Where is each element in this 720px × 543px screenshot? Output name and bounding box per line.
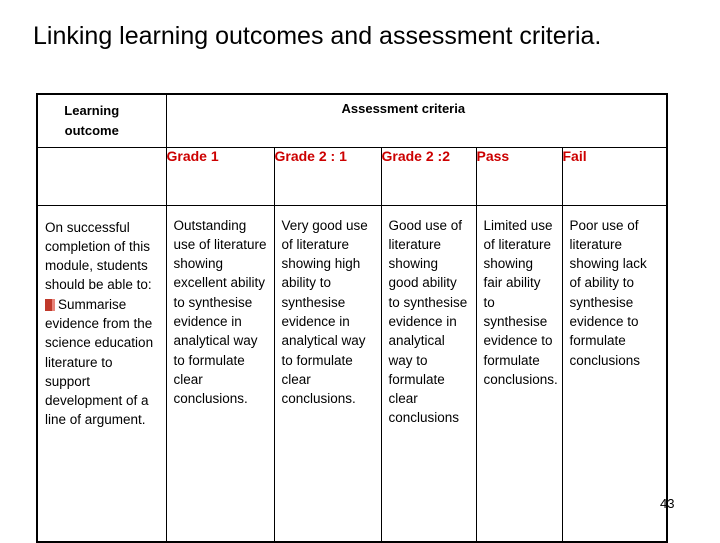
assessment-criteria-header: Assessment criteria: [166, 94, 667, 147]
grade-label: Grade 1: [166, 147, 274, 205]
empty-cell: [37, 147, 166, 205]
criteria-cell: Very good use of literature showing high ability to synthesise evidence in analytical way to formulate clear conclusions.: [274, 205, 381, 542]
learning-outcome-header: Learning outcome: [37, 94, 166, 147]
criteria-row: [37, 205, 667, 542]
grade-label: Grade 2 :2: [381, 147, 476, 205]
criteria-cell: Good use of literature showing good ability to synthesise evidence in analytical way to formulate clear conclusions: [381, 205, 476, 542]
criteria-cell: Outstanding use of literature showing excellent ability to synthesise evidence in analytical way to formulate clear conclusions.: [166, 205, 274, 542]
bullet-icon: [45, 299, 55, 311]
outcome-cell: [37, 205, 166, 542]
grade-label: Pass: [476, 147, 562, 205]
page-title: Linking learning outcomes and assessment criteria.: [33, 22, 602, 50]
criteria-cell: Limited use of literature showing fair ability to synthesise evidence to formulate conclusions.: [476, 205, 562, 542]
grade-label: Fail: [562, 147, 667, 205]
page-number: 43: [660, 496, 675, 511]
outcome-intro: On successful completion of this module, students should be able to:: [45, 219, 152, 293]
assessment-table: [36, 93, 668, 543]
criteria-cell: Poor use of literature showing lack of ability to synthesise evidence to formulate conclusions: [562, 205, 667, 542]
outcome-bullet: Summarise evidence from the science education literature to support development of a line of argument.: [45, 296, 154, 428]
grade-row: [37, 147, 667, 205]
table-header-row: [37, 94, 667, 147]
grade-label: Grade 2 : 1: [274, 147, 381, 205]
